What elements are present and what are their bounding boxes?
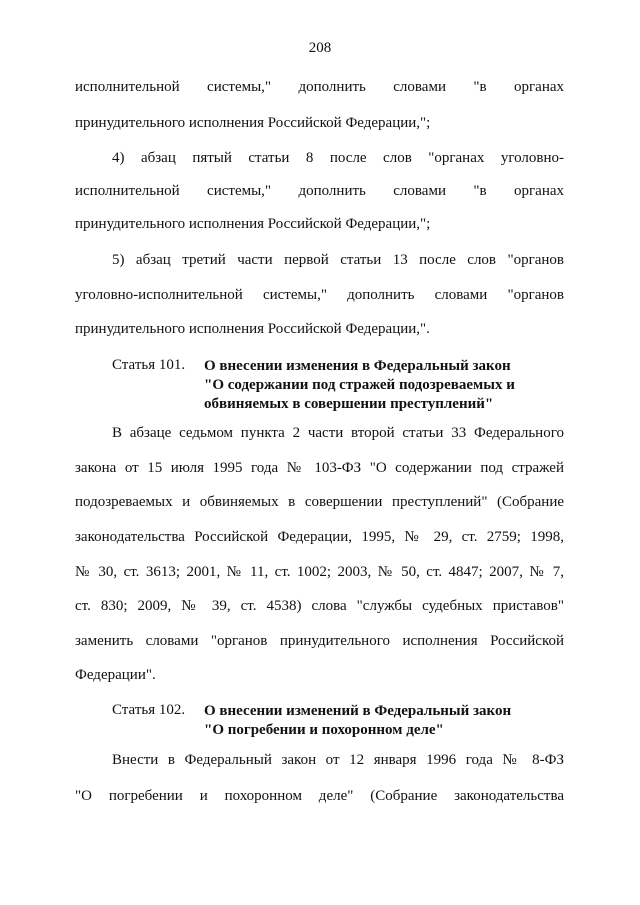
text-line: подозреваемых и обвиняемых в совершении преступлений" (Собрание (75, 494, 564, 510)
text-line: уголовно-исполнительной системы," дополнить словами "органов (75, 287, 564, 303)
text-line: исполнительной системы," дополнить словами "в органах (75, 183, 564, 199)
text-line: 5) абзац третий части первой статьи 13 после слов "органов (112, 252, 564, 268)
text-line: "О погребении и похоронном деле" (Собрание законодательства (75, 788, 564, 804)
article-title-line: "О содержании под стражей подозреваемых и (204, 377, 515, 393)
text-line: № 30, ст. 3613; 2001, № 11, ст. 1002; 2003, № 50, ст. 4847; 2007, № 7, (75, 564, 564, 580)
text-line: принудительного исполнения Российской Федерации,". (75, 321, 430, 337)
article-title-line: обвиняемых в совершении преступлений" (204, 396, 494, 412)
article-102-number: Статья 102. (112, 702, 186, 718)
page-number: 208 (308, 40, 332, 56)
text-line: ст. 830; 2009, № 39, ст. 4538) слова "службы судебных приставов" (75, 598, 564, 614)
text-line: закона от 15 июля 1995 года № 103-ФЗ "О содержании под стражей (75, 460, 564, 476)
text-line: принудительного исполнения Российской Федерации,"; (75, 216, 431, 232)
article-title-line: О внесении изменений в Федеральный закон (204, 703, 512, 719)
text-line: 4) абзац пятый статьи 8 после слов "органах уголовно- (112, 150, 564, 166)
text-line: заменить словами "органов принудительного исполнения Российской (75, 633, 564, 649)
text-line: Федерации". (75, 667, 156, 683)
article-101-number: Статья 101. (112, 357, 186, 373)
article-title-line: О внесении изменения в Федеральный закон (204, 358, 511, 374)
text-line: принудительного исполнения Российской Федерации,"; (75, 115, 431, 131)
text-line: исполнительной системы," дополнить словами "в органах (75, 79, 564, 95)
text-line: В абзаце седьмом пункта 2 части второй статьи 33 Федерального (112, 425, 564, 441)
article-101-title (204, 357, 564, 414)
article-102-title (204, 702, 564, 740)
text-line: Внести в Федеральный закон от 12 января 1996 года № 8-ФЗ (112, 752, 564, 768)
article-title-line: "О погребении и похоронном деле" (204, 722, 444, 738)
text-line: законодательства Российской Федерации, 1995, № 29, ст. 2759; 1998, (75, 529, 564, 545)
